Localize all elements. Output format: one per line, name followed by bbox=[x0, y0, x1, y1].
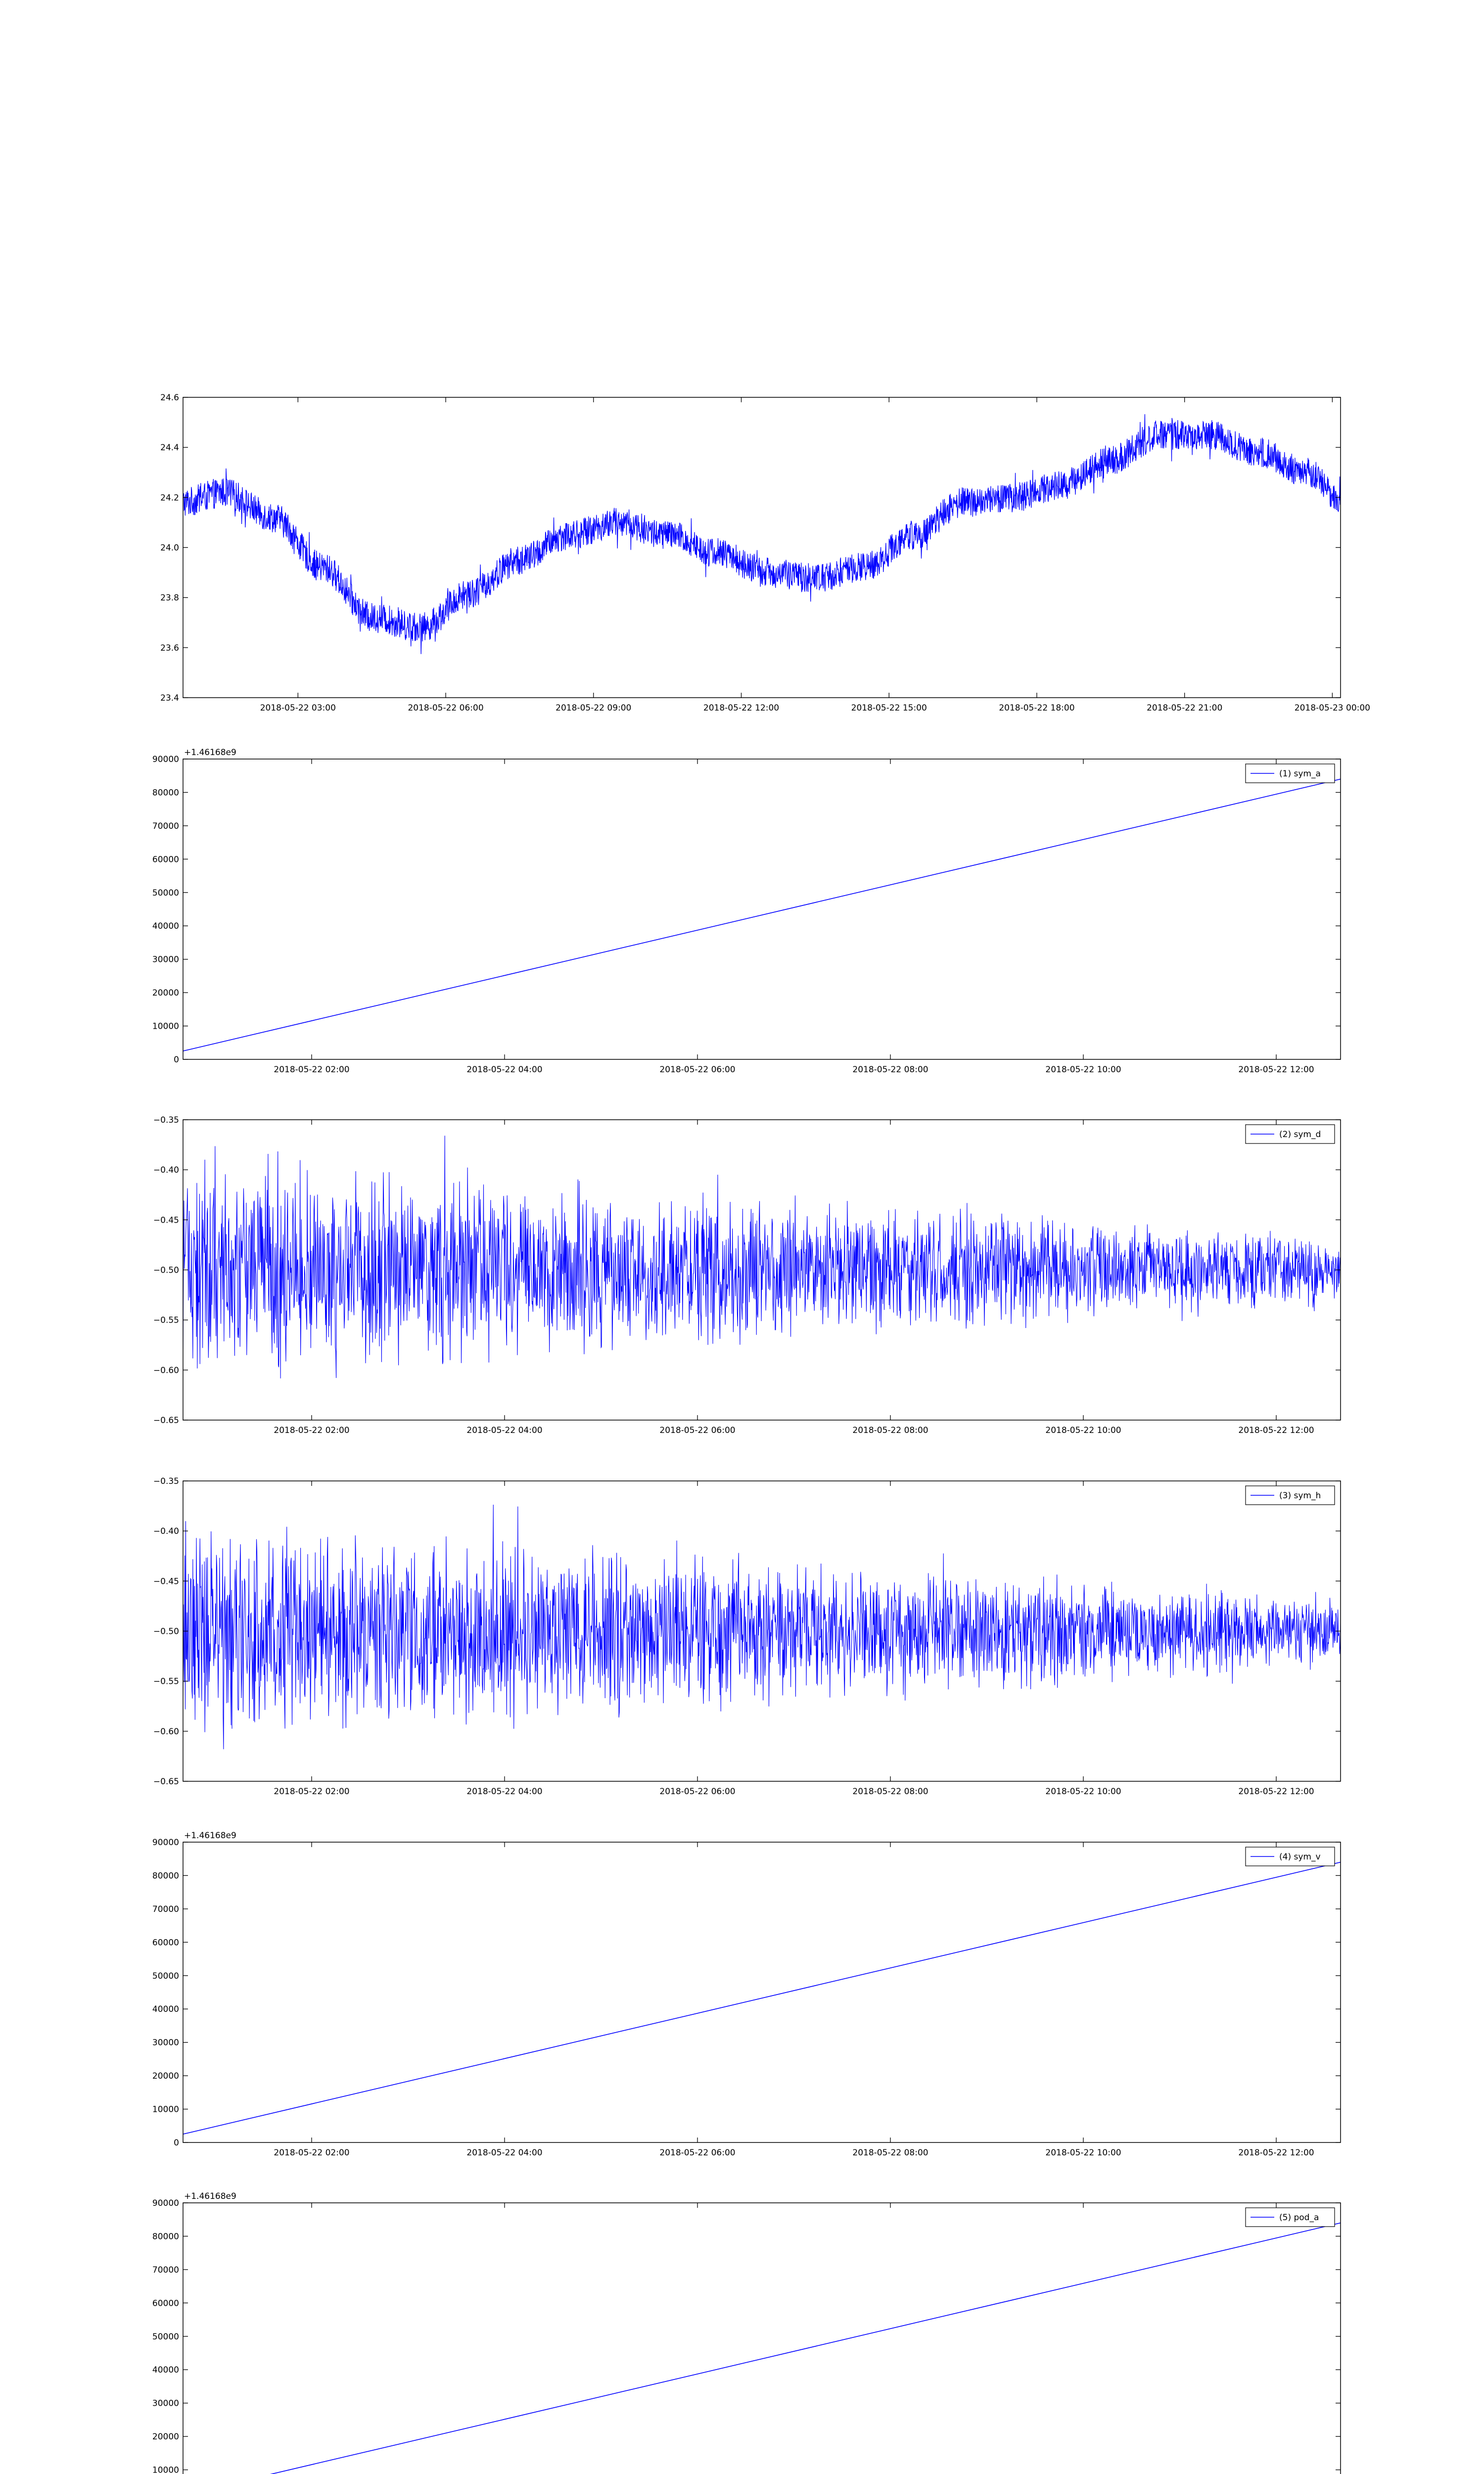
x-tick-label: 2018-05-22 15:00 bbox=[851, 703, 927, 713]
plot-frame bbox=[183, 397, 1341, 698]
x-tick-label: 2018-05-22 12:00 bbox=[1238, 1787, 1314, 1797]
x-tick-label: 2018-05-22 02:00 bbox=[274, 1426, 350, 1435]
legend-label: (1) sym_a bbox=[1279, 769, 1321, 779]
plot-frame bbox=[183, 2203, 1341, 2474]
y-offset-label: +1.46168e9 bbox=[184, 2191, 236, 2201]
x-tick-label: 2018-05-22 06:00 bbox=[659, 1065, 736, 1075]
y-tick-label: −0.50 bbox=[153, 1626, 179, 1637]
x-tick-label: 2018-05-22 04:00 bbox=[466, 1065, 543, 1075]
subplot-4 bbox=[153, 1476, 1341, 1797]
y-tick-label: 23.4 bbox=[160, 693, 179, 703]
legend bbox=[1246, 1486, 1335, 1505]
y-tick-label: 50000 bbox=[152, 888, 179, 898]
y-tick-label: 90000 bbox=[152, 2198, 179, 2208]
legend bbox=[1246, 2208, 1335, 2227]
subplot-5 bbox=[152, 1831, 1341, 2158]
y-tick-label: 30000 bbox=[152, 2398, 179, 2409]
x-tick-label: 2018-05-22 10:00 bbox=[1045, 1787, 1121, 1797]
x-tick-label: 2018-05-22 18:00 bbox=[999, 703, 1075, 713]
x-tick-label: 2018-05-22 06:00 bbox=[659, 1426, 736, 1435]
series-line bbox=[183, 414, 1341, 654]
x-tick-label: 2018-05-22 02:00 bbox=[274, 2148, 350, 2158]
y-tick-label: 40000 bbox=[152, 2365, 179, 2376]
y-tick-label: 24.4 bbox=[160, 443, 179, 453]
y-tick-label: −0.50 bbox=[153, 1265, 179, 1276]
x-tick-label: 2018-05-22 12:00 bbox=[1238, 1065, 1314, 1075]
x-tick-label: 2018-05-22 08:00 bbox=[852, 1426, 928, 1435]
legend bbox=[1246, 1847, 1335, 1866]
y-tick-label: 70000 bbox=[152, 2265, 179, 2275]
y-tick-label: 30000 bbox=[152, 954, 179, 965]
plot-frame bbox=[183, 759, 1341, 1059]
x-tick-label: 2018-05-22 09:00 bbox=[556, 703, 632, 713]
legend bbox=[1246, 1125, 1335, 1143]
plot-frame bbox=[183, 1842, 1341, 2142]
y-tick-label: 10000 bbox=[152, 2104, 179, 2115]
y-tick-label: 23.6 bbox=[160, 643, 179, 653]
y-tick-label: 0 bbox=[174, 1055, 179, 1065]
y-tick-label: 60000 bbox=[152, 855, 179, 865]
series-line bbox=[183, 1136, 1341, 1379]
legend-label: (4) sym_v bbox=[1279, 1852, 1321, 1862]
x-tick-label: 2018-05-22 03:00 bbox=[260, 703, 336, 713]
y-tick-label: 80000 bbox=[152, 788, 179, 798]
y-tick-label: −0.55 bbox=[153, 1315, 179, 1326]
series-line bbox=[183, 2223, 1341, 2474]
x-tick-label: 2018-05-22 06:00 bbox=[659, 2148, 736, 2158]
y-tick-label: 60000 bbox=[152, 1938, 179, 1948]
y-tick-label: 24.2 bbox=[160, 493, 179, 503]
y-tick-label: 40000 bbox=[152, 921, 179, 932]
y-tick-label: −0.65 bbox=[153, 1416, 179, 1426]
y-tick-label: 70000 bbox=[152, 1904, 179, 1914]
y-tick-label: −0.45 bbox=[153, 1215, 179, 1226]
y-tick-label: −0.65 bbox=[153, 1777, 179, 1787]
y-tick-label: 80000 bbox=[152, 2232, 179, 2242]
y-offset-label: +1.46168e9 bbox=[184, 748, 236, 758]
y-tick-label: 60000 bbox=[152, 2298, 179, 2309]
y-tick-label: 40000 bbox=[152, 2004, 179, 2015]
series-line bbox=[183, 1862, 1341, 2135]
y-tick-label: 20000 bbox=[152, 2432, 179, 2442]
y-tick-label: 20000 bbox=[152, 988, 179, 999]
legend bbox=[1246, 764, 1335, 783]
y-tick-label: 70000 bbox=[152, 821, 179, 831]
x-tick-label: 2018-05-22 21:00 bbox=[1147, 703, 1223, 713]
y-tick-label: −0.60 bbox=[153, 1726, 179, 1737]
x-tick-label: 2018-05-22 12:00 bbox=[703, 703, 780, 713]
legend-label: (5) pod_a bbox=[1279, 2213, 1319, 2223]
subplot-3 bbox=[153, 1115, 1341, 1435]
y-tick-label: 0 bbox=[174, 2138, 179, 2148]
y-tick-label: 24.0 bbox=[160, 543, 179, 553]
y-tick-label: −0.35 bbox=[153, 1476, 179, 1486]
x-tick-label: 2018-05-22 04:00 bbox=[466, 2148, 543, 2158]
x-tick-label: 2018-05-23 00:00 bbox=[1294, 703, 1371, 713]
y-offset-label: +1.46168e9 bbox=[184, 1831, 236, 1841]
x-tick-label: 2018-05-22 12:00 bbox=[1238, 1426, 1314, 1435]
y-tick-label: 10000 bbox=[152, 1021, 179, 1032]
legend-label: (3) sym_h bbox=[1279, 1491, 1321, 1501]
subplot-1 bbox=[160, 393, 1370, 713]
y-tick-label: 10000 bbox=[152, 2465, 179, 2474]
x-tick-label: 2018-05-22 10:00 bbox=[1045, 2148, 1121, 2158]
x-tick-label: 2018-05-22 04:00 bbox=[466, 1787, 543, 1797]
x-tick-label: 2018-05-22 06:00 bbox=[408, 703, 484, 713]
legend-label: (2) sym_d bbox=[1279, 1130, 1321, 1140]
y-tick-label: 30000 bbox=[152, 2038, 179, 2048]
x-tick-label: 2018-05-22 12:00 bbox=[1238, 2148, 1314, 2158]
y-tick-label: −0.35 bbox=[153, 1115, 179, 1125]
x-tick-label: 2018-05-22 04:00 bbox=[466, 1426, 543, 1435]
y-tick-label: 90000 bbox=[152, 1838, 179, 1848]
x-tick-label: 2018-05-22 06:00 bbox=[659, 1787, 736, 1797]
y-tick-label: −0.40 bbox=[153, 1526, 179, 1537]
y-tick-label: 50000 bbox=[152, 2331, 179, 2342]
y-tick-label: −0.60 bbox=[153, 1365, 179, 1376]
series-line bbox=[183, 1505, 1341, 1749]
y-tick-label: −0.55 bbox=[153, 1676, 179, 1687]
x-tick-label: 2018-05-22 10:00 bbox=[1045, 1426, 1121, 1435]
x-tick-label: 2018-05-22 10:00 bbox=[1045, 1065, 1121, 1075]
y-tick-label: 90000 bbox=[152, 755, 179, 764]
y-tick-label: 24.6 bbox=[160, 393, 179, 403]
x-tick-label: 2018-05-22 02:00 bbox=[274, 1787, 350, 1797]
x-tick-label: 2018-05-22 02:00 bbox=[274, 1065, 350, 1075]
y-tick-label: 50000 bbox=[152, 1971, 179, 1981]
y-tick-label: −0.45 bbox=[153, 1576, 179, 1587]
x-tick-label: 2018-05-22 08:00 bbox=[852, 1065, 928, 1075]
x-tick-label: 2018-05-22 08:00 bbox=[852, 2148, 928, 2158]
x-tick-label: 2018-05-22 08:00 bbox=[852, 1787, 928, 1797]
series-line bbox=[183, 779, 1341, 1051]
y-tick-label: −0.40 bbox=[153, 1165, 179, 1176]
y-tick-label: 80000 bbox=[152, 1871, 179, 1881]
y-tick-label: 23.8 bbox=[160, 593, 179, 603]
subplot-2 bbox=[152, 748, 1341, 1075]
subplot-6 bbox=[152, 2191, 1341, 2474]
y-tick-label: 20000 bbox=[152, 2071, 179, 2082]
